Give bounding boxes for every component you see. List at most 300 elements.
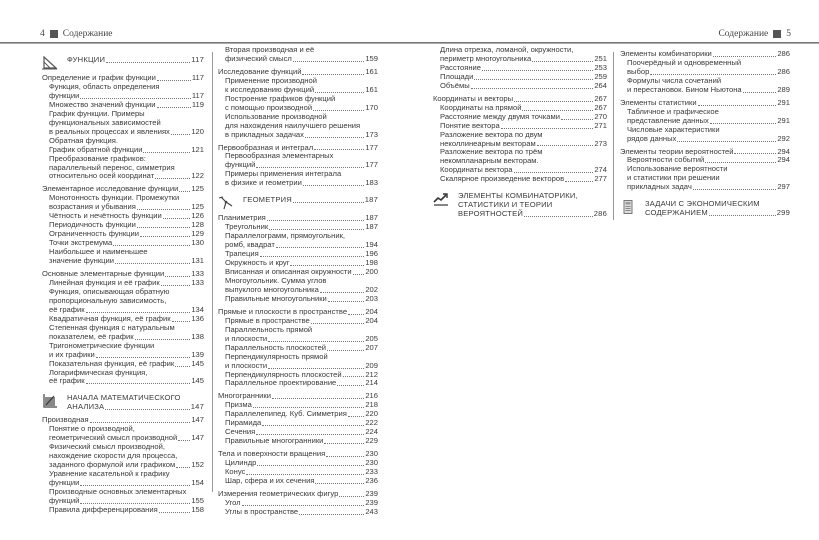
entry-title: Правильные многоугольники	[225, 293, 327, 303]
dot-leader	[137, 227, 190, 228]
header-rule	[0, 42, 819, 44]
entry-title: Элементы комбинаторики	[620, 49, 712, 58]
toc-subentry[interactable]	[218, 326, 378, 344]
toc-subentry[interactable]	[620, 126, 790, 144]
toc-subentry[interactable]	[42, 506, 204, 515]
page-number: 125	[191, 184, 204, 194]
toc-subentry[interactable]	[42, 324, 204, 342]
entry-title-line: Длина отрезка, ломаной, окружности,	[440, 45, 574, 54]
toc-subentry[interactable]	[42, 342, 204, 360]
page-number: 159	[365, 53, 378, 63]
entry-title: Первообразная и интеграл	[218, 142, 314, 152]
toc-subentry[interactable]	[620, 108, 790, 126]
page-number: 230	[365, 449, 378, 459]
entry-title-line: Разложение вектора по двум	[440, 129, 543, 139]
dot-leader	[260, 256, 365, 257]
entry-title: её график	[49, 304, 85, 314]
entry-title: График обратной функции	[49, 144, 143, 154]
entry-title: Элементы статистики	[620, 97, 697, 107]
entry-title-line: Применение производной	[225, 75, 317, 85]
page-number: 203	[365, 293, 378, 303]
entry-title-line: некомпланарным векторам.	[440, 156, 539, 166]
dot-leader	[246, 474, 364, 475]
toc-subentry[interactable]	[218, 277, 378, 295]
entry-title: Объёмы	[440, 80, 470, 90]
dot-leader	[293, 61, 365, 62]
dot-leader	[161, 285, 191, 286]
entry-title: рядов данных	[627, 133, 677, 143]
dot-leader	[482, 70, 593, 71]
page-number: 233	[365, 467, 378, 477]
entry-title: Множество значений функции	[49, 99, 156, 109]
entry-title-line: Примеры применения интеграла	[225, 169, 342, 179]
compass-icon	[218, 196, 234, 210]
entry-title-line: Степенная функция с натуральным	[49, 322, 175, 332]
page-number: 286	[593, 209, 607, 219]
toc-subentry[interactable]	[42, 288, 204, 315]
page-number: 187	[365, 213, 378, 223]
page-number: 212	[365, 369, 378, 379]
page-number: 126	[191, 211, 204, 221]
page-number: 194	[365, 240, 378, 250]
entry-title: Сечения	[225, 427, 256, 437]
entry-title: Скалярное произведение векторов	[440, 174, 565, 184]
dot-leader	[339, 496, 364, 497]
entry-title: и их графики	[49, 349, 95, 359]
entry-title: возрастания и убывания	[49, 202, 136, 212]
entry-title: Прямые в пространстве	[225, 315, 310, 325]
entry-title-line: Построение графиков функций	[225, 93, 336, 103]
dot-leader	[314, 149, 364, 150]
entry-title: Производная	[42, 415, 89, 425]
dot-leader	[537, 145, 594, 146]
entry-title: Координаты на прямой	[440, 102, 522, 112]
dot-leader	[90, 422, 191, 423]
page-number: 187	[365, 222, 378, 232]
dot-leader	[305, 137, 364, 138]
page-number: 251	[594, 53, 607, 63]
entry-title-line: Функция, область определения	[49, 81, 160, 91]
toc-subentry[interactable]	[218, 437, 378, 446]
entry-title: Угол	[225, 497, 241, 507]
toc-subentry[interactable]	[218, 353, 378, 371]
dot-leader	[242, 505, 365, 506]
right-page-title: Содержание	[718, 29, 769, 39]
entry-title: периметр многоугольника	[440, 53, 532, 63]
right-page-header	[718, 28, 791, 40]
dot-leader	[698, 105, 777, 106]
toc-section-heading[interactable]	[433, 192, 607, 219]
page-number: 125	[191, 202, 204, 212]
entry-title: её график	[49, 376, 85, 386]
dot-leader	[155, 178, 190, 179]
entry-title-line: Вторая производная и её	[225, 45, 315, 54]
page-number: 170	[365, 102, 378, 112]
toc-subentry[interactable]	[433, 82, 607, 91]
entry-title-line: Обратная функция.	[49, 135, 118, 145]
dot-leader	[262, 425, 364, 426]
dot-leader	[105, 409, 189, 410]
toc-subentry[interactable]	[218, 170, 378, 188]
page-number: 259	[594, 71, 607, 81]
dot-leader	[299, 514, 364, 515]
entry-title: Треугольник	[225, 222, 269, 232]
page-number: 139	[191, 349, 204, 359]
toc-subentry[interactable]	[433, 148, 607, 175]
dot-leader	[303, 185, 364, 186]
trend-chart-icon	[433, 192, 449, 206]
dot-leader	[267, 220, 365, 221]
dot-leader	[268, 341, 364, 342]
entry-title: геометрический смысл производной	[49, 433, 178, 443]
entry-title-line: Функция, описывающая обратную	[49, 286, 170, 296]
entry-title: Вероятности событий	[627, 155, 705, 165]
dot-leader	[709, 215, 776, 216]
page-number: 239	[365, 497, 378, 507]
page-number: 291	[777, 97, 790, 107]
dot-leader	[710, 123, 777, 124]
dot-leader	[348, 416, 364, 417]
page-number: 243	[365, 506, 378, 516]
dot-leader	[113, 245, 190, 246]
page-number: 270	[594, 111, 607, 121]
dot-leader	[713, 56, 777, 57]
toc-subentry[interactable]	[218, 477, 378, 486]
entry-title: функций	[49, 495, 80, 505]
page-number: 133	[191, 277, 204, 287]
dot-leader	[178, 440, 190, 441]
toc-subentry[interactable]	[42, 194, 204, 212]
toc-subentry[interactable]	[42, 425, 204, 443]
page-number: 161	[365, 66, 378, 76]
page-number: 177	[365, 142, 378, 152]
dot-leader	[290, 265, 364, 266]
entry-title: Цилиндр	[225, 458, 257, 468]
page-number: 253	[594, 62, 607, 72]
toc-subentry[interactable]	[218, 95, 378, 113]
page-number: 222	[365, 418, 378, 428]
page-number: 291	[777, 115, 790, 125]
entry-title-line: Многоугольник. Сумма углов	[225, 275, 327, 285]
toc-subentry[interactable]	[42, 83, 204, 101]
page-number: 292	[777, 133, 790, 143]
entry-title-line: Параллелограмм, прямоугольник,	[225, 231, 346, 241]
page-number: 147	[191, 415, 204, 425]
entry-title-line: параллельный перенос, симметрия	[49, 162, 175, 172]
entry-title-line: График функции. Примеры	[49, 108, 145, 118]
entry-title: Точки экстремума	[49, 238, 113, 248]
dot-leader	[353, 274, 365, 275]
page-number: 117	[191, 90, 204, 100]
dot-leader	[268, 368, 364, 369]
page-number: 187	[364, 195, 378, 205]
toc-subentry[interactable]	[42, 137, 204, 155]
column-divider	[613, 52, 614, 220]
toc-column-1	[42, 48, 204, 515]
dot-leader	[80, 98, 191, 99]
entry-title-line: и статистики при решении	[627, 173, 720, 183]
left-page-title: Содержание	[62, 29, 113, 39]
column-divider	[212, 52, 213, 492]
entry-title: относительно осей координат	[49, 171, 155, 181]
toc-section-heading[interactable]	[42, 56, 204, 70]
toc-subentry[interactable]	[42, 488, 204, 506]
dot-leader	[532, 61, 593, 62]
entry-title: Расстояние	[440, 62, 482, 72]
dot-leader	[106, 62, 190, 63]
toc-subentry[interactable]	[218, 46, 378, 64]
entry-title: прикладных задач	[627, 182, 692, 192]
entry-title: физический смысл	[225, 53, 292, 63]
toc-section-heading[interactable]	[620, 200, 790, 218]
entry-title: Перпендикулярность плоскостей	[225, 369, 342, 379]
page-number: 130	[191, 238, 204, 248]
entry-title: Углы в пространстве	[225, 506, 299, 516]
entry-title: Параллельность плоскостей	[225, 342, 327, 352]
entry-title: Шар, сфера и их сечения	[225, 475, 315, 485]
dot-leader	[80, 485, 190, 486]
entry-title: Понятие вектора	[440, 120, 500, 130]
entry-title: функции	[49, 90, 80, 100]
dot-leader	[311, 323, 365, 324]
entry-title-line: Наибольшее и наименьшее	[49, 247, 148, 257]
page-number: 216	[365, 391, 378, 401]
page-number: 173	[365, 129, 378, 139]
dot-leader	[157, 80, 191, 81]
entry-title: значение функции	[49, 256, 114, 266]
page-number: 119	[191, 99, 204, 109]
section-title-line: ЗАДАЧИ С ЭКОНОМИЧЕСКИМ	[645, 199, 760, 209]
dot-leader	[276, 247, 364, 248]
dot-leader	[337, 385, 364, 386]
toc-subentry[interactable]	[620, 59, 790, 77]
page-number: 230	[365, 458, 378, 468]
dot-leader	[176, 467, 190, 468]
entry-title: Чётность и нечётность функции	[49, 211, 162, 221]
left-page-header	[40, 28, 113, 40]
page-number: 294	[777, 146, 790, 156]
dot-leader	[743, 92, 777, 93]
dot-leader	[257, 465, 364, 466]
graph-square-icon	[42, 394, 58, 408]
entry-title: Прямые и плоскости в пространстве	[218, 306, 348, 316]
dot-leader	[302, 74, 364, 75]
entry-title: к исследованию функций	[225, 84, 315, 94]
page-number: 200	[365, 267, 378, 277]
page-number: 161	[365, 84, 378, 94]
page-number: 267	[594, 93, 607, 103]
toc-column-3	[433, 46, 607, 221]
toc-subentry[interactable]	[218, 508, 378, 517]
toc-subentry[interactable]	[42, 470, 204, 488]
toc-subentry[interactable]	[218, 113, 378, 140]
entry-title-line: Физический смысл производной,	[49, 442, 165, 452]
page-number: 214	[365, 378, 378, 388]
page-number: 154	[191, 477, 204, 487]
dot-leader	[163, 218, 191, 219]
entry-title-line: нахождение скорости для процесса,	[49, 451, 178, 461]
page-number: 239	[365, 488, 378, 498]
dot-leader	[471, 88, 594, 89]
dot-leader	[343, 376, 365, 377]
entry-title: Правила дифференцирования	[49, 504, 158, 514]
toc-subentry[interactable]	[218, 232, 378, 250]
section-title-line: СТАТИСТИКИ И ТЕОРИИ	[458, 200, 553, 210]
dot-leader	[565, 181, 593, 182]
dot-leader	[159, 512, 191, 513]
entry-title: выпуклого многоугольника	[225, 284, 319, 294]
entry-title: Параллелепипед. Куб. Симметрия	[225, 409, 347, 419]
dot-leader	[175, 366, 190, 367]
page-number: 183	[365, 178, 378, 188]
dot-leader	[253, 407, 364, 408]
page-number: 147	[191, 433, 204, 443]
entry-title-line: Перпендикулярность прямой	[225, 351, 328, 361]
dot-leader	[315, 483, 364, 484]
dot-leader	[172, 321, 191, 322]
dot-leader	[86, 383, 191, 384]
page-number: 129	[191, 229, 204, 239]
page-number: 267	[594, 102, 607, 112]
page-number: 286	[777, 49, 790, 58]
dot-leader	[328, 301, 365, 302]
entry-title-line: Производные основных элементарных	[49, 486, 187, 496]
toc-subentry[interactable]	[42, 155, 204, 182]
entry-title: Ограниченность функции	[49, 229, 139, 239]
section-title: ВЕРОЯТНОСТЕЙ	[458, 209, 524, 219]
entry-title-line: Формулы числа сочетаний	[627, 75, 722, 85]
entry-title: Тела и поверхности вращения	[218, 449, 326, 459]
entry-title: Периодичность функции	[49, 220, 136, 230]
entry-title: и плоскости	[225, 333, 268, 343]
entry-title: Вписанная и описанная окружности	[225, 267, 352, 277]
entry-title: Основные элементарные функции	[42, 269, 165, 279]
entry-title: Координаты и векторы	[433, 93, 514, 103]
page-number: 145	[191, 358, 204, 368]
dot-leader	[324, 443, 364, 444]
right-page-number: 5	[786, 29, 791, 39]
page-number: 138	[191, 331, 204, 341]
page-number: 177	[365, 160, 378, 170]
page-number: 224	[365, 427, 378, 437]
toc-subentry[interactable]	[218, 152, 378, 170]
page-number: 236	[365, 475, 378, 485]
entry-title: Показательная функция, её график	[49, 358, 175, 368]
entry-title: функций	[225, 160, 256, 170]
header-square-marker	[773, 30, 781, 38]
entry-title-line: Преобразование графиков:	[49, 153, 146, 163]
toc-subentry[interactable]	[218, 295, 378, 304]
toc-chapter-entry[interactable]	[218, 490, 378, 499]
calculator-icon	[620, 200, 636, 214]
dot-leader	[501, 128, 594, 129]
dot-leader	[171, 134, 190, 135]
entry-title: ромб, квадрат	[225, 240, 275, 250]
page-number: 117	[191, 73, 204, 82]
dot-leader	[293, 202, 364, 203]
entry-title-line: Числовые характеристики	[627, 124, 720, 134]
page-number: 134	[191, 304, 204, 314]
toc-section-heading[interactable]	[42, 394, 204, 412]
dot-leader	[705, 162, 776, 163]
page-number: 204	[365, 315, 378, 325]
dot-leader	[650, 74, 776, 75]
toc-subentry[interactable]	[42, 369, 204, 387]
entry-title: Призма	[225, 400, 252, 410]
page-number: 133	[191, 269, 204, 279]
toc-subentry[interactable]	[218, 77, 378, 95]
entry-title: Элементы теории вероятностей	[620, 146, 734, 156]
page-number: 229	[365, 436, 378, 446]
entry-title-line: Использование вероятности	[627, 164, 728, 174]
entry-title-line: Уравнение касательной к графику	[49, 469, 170, 479]
entry-title: Правильные многогранники	[225, 436, 324, 446]
entry-title: Элементарное исследование функции	[42, 184, 179, 194]
dot-leader	[514, 101, 593, 102]
dot-leader	[474, 79, 593, 80]
page-number: 209	[365, 360, 378, 370]
entry-title: в физике и геометрии	[225, 178, 302, 188]
page-number: 294	[777, 155, 790, 165]
entry-title: заданного формулой или графиком	[49, 460, 176, 470]
entry-title: Окружность и круг	[225, 258, 290, 268]
entry-title-line: Разложение вектора по трём	[440, 147, 543, 157]
entry-title: Параллельное проектирование	[225, 378, 337, 388]
dot-leader	[86, 312, 191, 313]
dot-leader	[326, 456, 364, 457]
page-number: 198	[365, 258, 378, 268]
toc-subentry[interactable]	[42, 248, 204, 266]
entry-title: Конус	[225, 467, 246, 477]
page-number: 158	[191, 504, 204, 514]
toc-subentry[interactable]	[433, 131, 607, 149]
page-number: 122	[191, 171, 204, 181]
toc-section-heading[interactable]	[218, 196, 378, 210]
entry-title-line: Параллельность прямой	[225, 324, 313, 334]
dot-leader	[143, 152, 190, 153]
entry-title: Координаты вектора	[440, 165, 513, 175]
section-title: АНАЛИЗА	[67, 402, 105, 412]
page-number: 299	[776, 208, 790, 218]
toc-subentry[interactable]	[433, 46, 607, 64]
entry-title-line: Первообразная элементарных	[225, 151, 334, 161]
entry-title: представление данных	[627, 115, 709, 125]
entry-title: и плоскости	[225, 360, 268, 370]
page-number: 264	[594, 80, 607, 90]
entry-title-line: пропорциональную зависимость,	[49, 295, 167, 305]
toc-subentry[interactable]	[218, 379, 378, 388]
entry-title: Исследование функций	[218, 66, 302, 76]
toc-subentry[interactable]	[620, 77, 790, 95]
entry-title-line: Табличное и графическое	[627, 106, 719, 116]
dot-leader	[269, 229, 364, 230]
entry-title: Пирамида	[225, 418, 262, 428]
dot-leader	[320, 292, 364, 293]
toc-subentry[interactable]	[42, 110, 204, 137]
page-number: 147	[190, 402, 204, 412]
dot-leader	[80, 503, 190, 504]
dot-leader	[140, 236, 190, 237]
entry-title-line: Понятие о производной,	[49, 424, 135, 434]
dot-leader	[256, 434, 364, 435]
dot-leader	[179, 191, 190, 192]
page-number: 271	[594, 120, 607, 130]
toc-subentry[interactable]	[42, 443, 204, 470]
toc-subentry[interactable]	[433, 175, 607, 184]
toc-subentry[interactable]	[620, 165, 790, 192]
dot-leader	[348, 314, 364, 315]
entry-title: Многогранники	[218, 391, 271, 401]
